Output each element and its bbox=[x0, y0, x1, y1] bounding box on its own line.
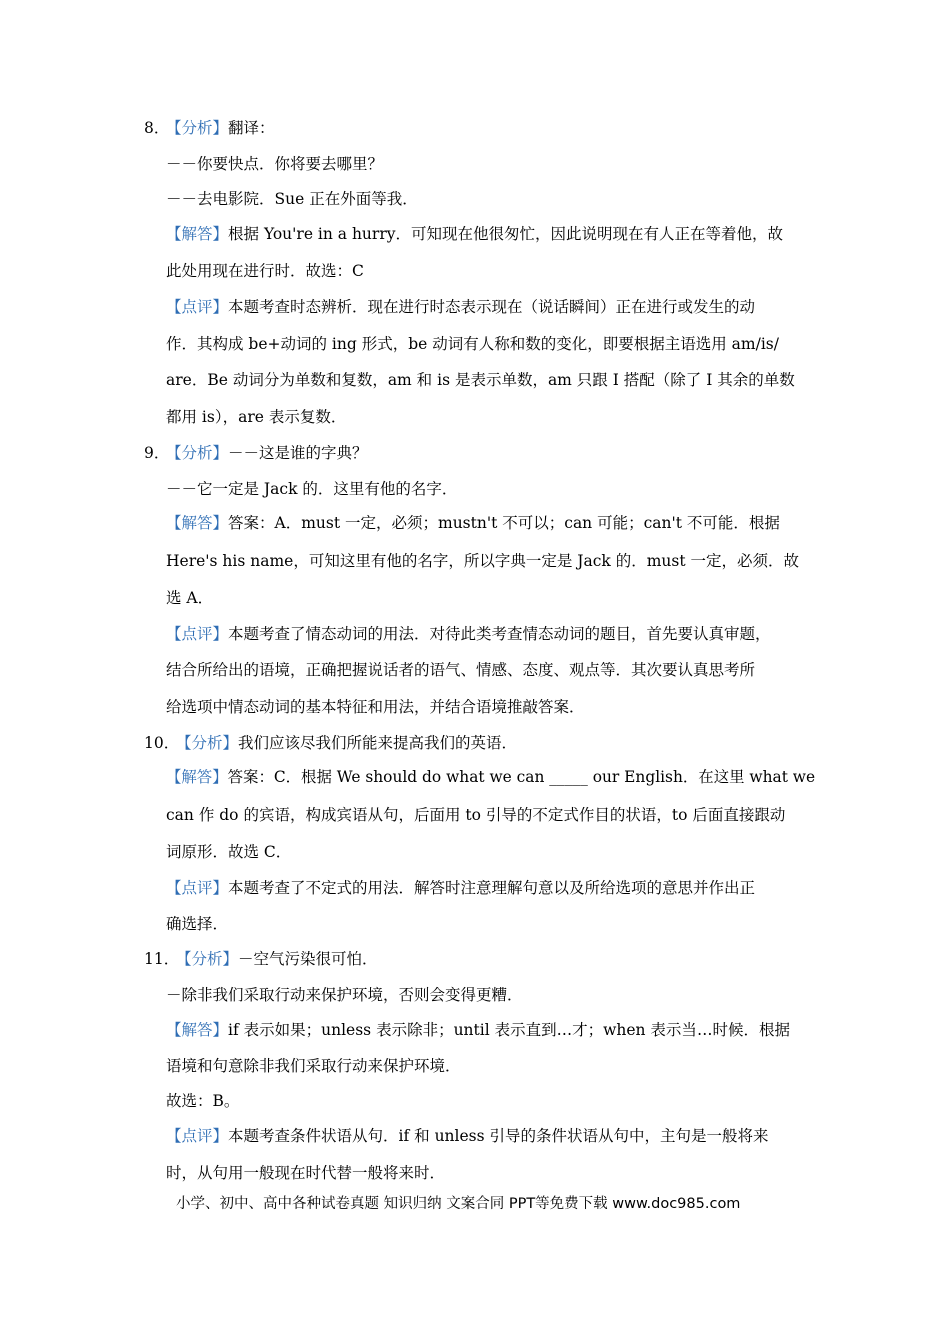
line-text: 语境和句意除非我们采取行动来保护环境． bbox=[166, 1057, 461, 1075]
section-tag: 【分析】 bbox=[176, 950, 239, 968]
line-text: 词原形．故选 C． bbox=[166, 843, 292, 861]
line-text: if 表示如果；unless 表示除非；until 表示直到…才；when 表示当…时候．根据 bbox=[228, 1021, 790, 1039]
line-text: 故选：B。 bbox=[166, 1092, 240, 1110]
line-text: 本题考查了不定式的用法．解答时注意理解句意以及所给选项的意思并作出正 bbox=[228, 879, 756, 897]
text-line bbox=[166, 914, 228, 934]
line-text: 答案：C．根据 We should do what we can _____ our English．在这里 what we bbox=[227, 768, 816, 786]
line-text: －－它一定是 Jack 的．这里有他的名字． bbox=[166, 480, 458, 498]
line-text: 时，从句用一般现在时代替一般将来时． bbox=[166, 1164, 446, 1182]
section-tag: 【解答】 bbox=[166, 768, 228, 786]
line-text: 根据 You're in a hurry．可知现在他很匆忙，因此说明现在有人正在等着他，故 bbox=[228, 225, 783, 243]
line-text: are．Be 动词分为单数和复数，am 和 is 是表示单数，am 只跟 I 搭配（除了 I 其余的单数 bbox=[166, 371, 795, 389]
text-line bbox=[166, 154, 383, 174]
line-text: －－这是谁的字典？ bbox=[228, 444, 368, 462]
section-tag: 【点评】 bbox=[166, 298, 229, 316]
line-text: 给选项中情态动词的基本特征和用法，并结合语境推敲答案． bbox=[166, 698, 585, 716]
text-line bbox=[166, 551, 799, 571]
question-line bbox=[144, 733, 517, 753]
section-tag: 【分析】 bbox=[166, 444, 229, 462]
line-text: 答案：A．must 一定，必须；mustn't 不可以；can 可能；can't 不可能．根据 bbox=[228, 514, 780, 532]
text-line bbox=[166, 224, 783, 244]
question-number: 10． bbox=[144, 734, 180, 752]
text-line bbox=[166, 624, 771, 644]
section-tag: 【分析】 bbox=[166, 119, 229, 137]
text-line bbox=[166, 189, 418, 209]
section-tag: 【解答】 bbox=[166, 225, 229, 243]
line-text: 本题考查时态辨析．现在进行时态表示现在（说话瞬间）正在进行或发生的动 bbox=[228, 298, 756, 316]
line-text: 本题考查了情态动词的用法．对待此类考查情态动词的题目，首先要认真审题， bbox=[228, 625, 771, 643]
question-number: 8． bbox=[144, 119, 170, 137]
text-line bbox=[166, 842, 291, 862]
footer-text: 小学、初中、高中各种试卷真题 知识归纳 文案合同 PPT等免费下载 www.doc985.com bbox=[176, 1196, 741, 1212]
text-line bbox=[166, 1091, 239, 1111]
text-line bbox=[166, 1163, 445, 1183]
line-text: 都用 is），are 表示复数． bbox=[166, 408, 347, 426]
question-line bbox=[144, 118, 275, 138]
line-text: 选 A． bbox=[166, 589, 214, 607]
text-line bbox=[166, 767, 815, 787]
question-line bbox=[144, 443, 368, 463]
section-tag: 【点评】 bbox=[166, 879, 229, 897]
text-line bbox=[166, 1126, 769, 1146]
text-line bbox=[166, 878, 755, 898]
text-line bbox=[166, 697, 585, 717]
question-number: 9． bbox=[144, 444, 170, 462]
text-line bbox=[166, 334, 779, 354]
line-text: 作．其构成 be+动词的 ing 形式，be 动词有人称和数的变化，即要根据主语选用 am/is/ bbox=[166, 335, 779, 353]
text-line bbox=[166, 513, 780, 533]
text-line bbox=[166, 370, 795, 390]
section-tag: 【分析】 bbox=[176, 734, 239, 752]
line-text: can 作 do 的宾语，构成宾语从句，后面用 to 引导的不定式作目的状语，to 后面直接跟动 bbox=[166, 806, 786, 824]
line-text: －－去电影院．Sue 正在外面等我． bbox=[166, 190, 418, 208]
line-text: 本题考查条件状语从句．if 和 unless 引导的条件状语从句中，主句是一般将来 bbox=[228, 1127, 769, 1145]
section-tag: 【点评】 bbox=[166, 1127, 229, 1145]
text-line bbox=[166, 1020, 790, 1040]
line-text: －空气污染很可怕． bbox=[238, 950, 378, 968]
text-line bbox=[166, 805, 785, 825]
question-number: 11． bbox=[144, 950, 180, 968]
text-line bbox=[166, 660, 755, 680]
line-text: 翻译： bbox=[228, 119, 275, 137]
line-text: 结合所给出的语境，正确把握说话者的语气、情感、态度、观点等．其次要认真思考所 bbox=[166, 661, 756, 679]
line-text: 此处用现在进行时．故选：C bbox=[166, 262, 364, 280]
line-text: 确选择． bbox=[166, 915, 229, 933]
section-tag: 【点评】 bbox=[166, 625, 229, 643]
section-tag: 【解答】 bbox=[166, 514, 229, 532]
line-text: Here's his name，可知这里有他的名字，所以字典一定是 Jack 的．must 一定，必须．故 bbox=[166, 552, 800, 570]
text-line bbox=[166, 588, 213, 608]
question-line bbox=[144, 949, 378, 969]
text-line bbox=[166, 479, 457, 499]
line-text: 我们应该尽我们所能来提高我们的英语． bbox=[238, 734, 518, 752]
text-line bbox=[166, 407, 346, 427]
text-line bbox=[166, 1056, 461, 1076]
text-line bbox=[166, 297, 755, 317]
line-text: －除非我们采取行动来保护环境，否则会变得更糟． bbox=[166, 986, 523, 1004]
line-text: －－你要快点．你将要去哪里？ bbox=[166, 155, 384, 173]
section-tag: 【解答】 bbox=[166, 1021, 229, 1039]
text-line bbox=[166, 261, 364, 281]
text-line bbox=[166, 985, 523, 1005]
